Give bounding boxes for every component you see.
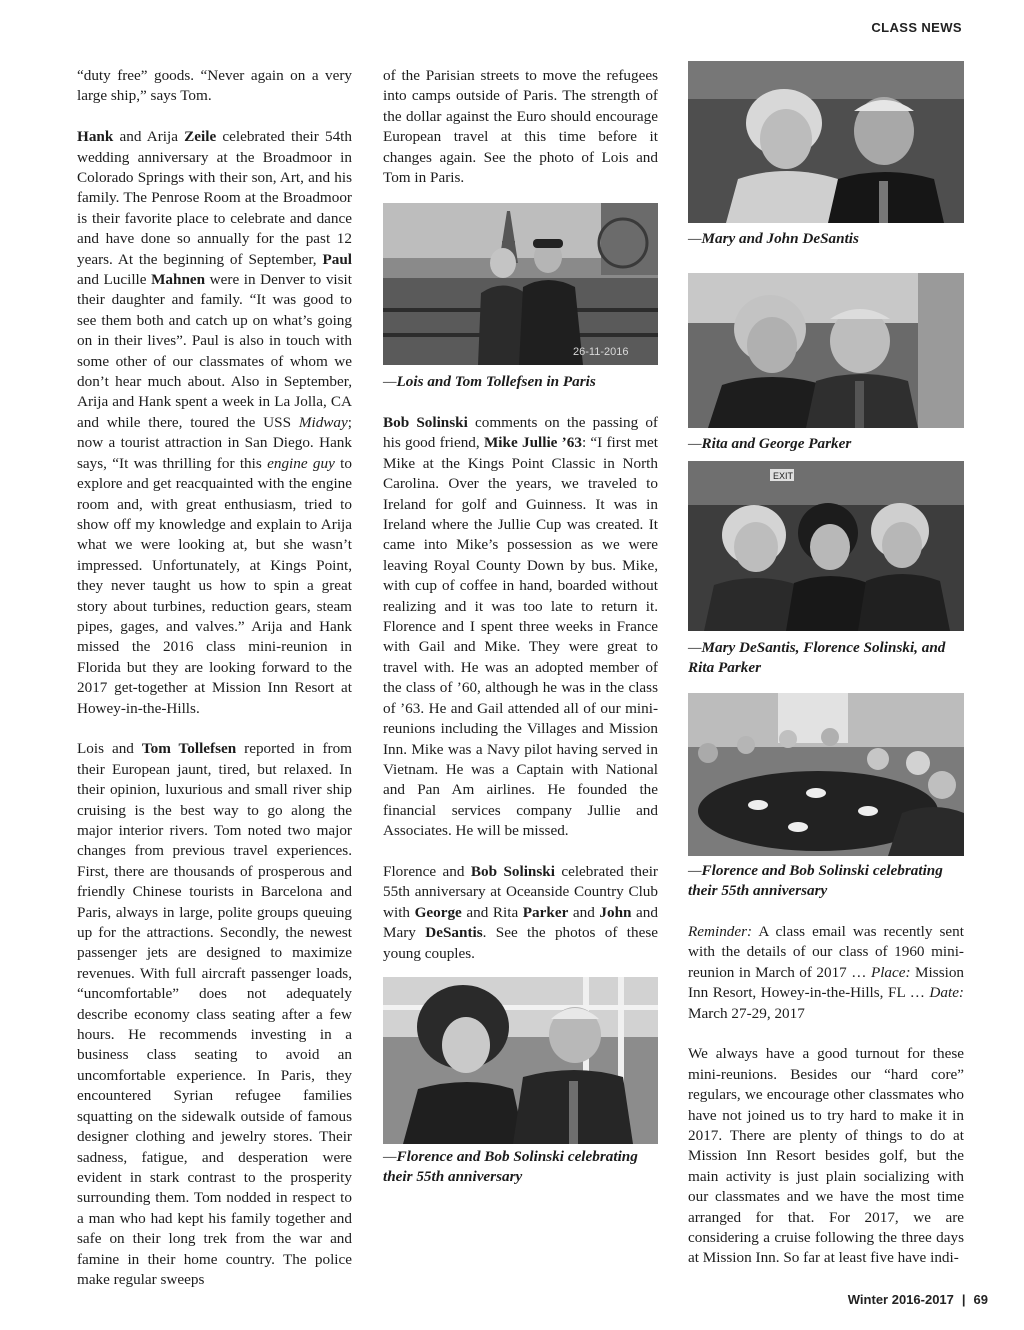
name-paul: Paul [322,250,352,268]
photo-lois-tom-paris [383,203,658,365]
paragraph-parisian-streets: of the Parisian streets to move the refugees into camps outside of Paris. The strength of the dollar against the Euro should encourage European travel at this time before it changes again. See the photo of Lois and Tom in Paris. [383,67,658,187]
name-george: George [414,903,462,921]
name-mahnen: Mahnen [151,271,206,289]
caption-anniversary-dinner: —Florence and Bob Solinski celebrating their 55th anniversary [688,862,943,900]
photo-date-stamp: 26-11-2016 [573,346,629,358]
section-header: CLASS NEWS [871,20,962,35]
photo-rita-george-parker [688,273,964,428]
name-parker: Parker [522,903,569,921]
paragraph-reminder: Reminder: A class email was recently sent with the details of our class of 1960 mini-reunion in March of 2017 … Place: Mission Inn Resort, Howey-in-the-Hills, FL … Date: March 27-29, 2017 [688,923,965,1022]
name-zeile: Zeile [184,128,217,146]
photo-florence-bob-2 [383,977,658,1144]
page-footer: Winter 2016-2017 | 69 [847,1292,988,1307]
name-desantis: DeSantis [425,924,483,942]
caption-florence-bob-2: —Florence and Bob Solinski celebrating their 55th anniversary [383,1148,638,1186]
name-bob-solinski: Bob Solinski [383,414,468,431]
paragraph-tollefsen: Lois and Tom Tollefsen reported in from their European jaunt, tired, but relaxed. In their opinion, luxurious and small river ship cruising is the best way to go along the major interior rivers. Tom noted two major changes from previous travel experiences. First, there are thousands of prosperous and friendly Chinese tourists in Barcelona and Paris, always in large, polite groups queuing up for the attractions. Secondly, the newest passenger jets are designed to maximize revenues. With full aircraft passenger loads, “uncomfortable” does not adequately describe economy class seating after a few hours. He recommends investing in a business class seating to avoid an uncomfortable experience. In Paris, they encountered Syrian refugee families squatting on the sidewalk outside of famous designer clothing and jewelry stores. Their sadness, fatigue, and desperation were evident in stark contrast to the prosperity surrounding them. Tom nodded in respect to a man who had kept his family together and safe on their long trek from the war and famine in their home country. The police make regular sweeps [77,740,352,1288]
paragraph-duty-free: “duty free” goods. “Never again on a very large ship,” says Tom. [77,67,352,105]
caption-rita-george: —Rita and George Parker [688,435,852,452]
name-bob-solinski-2: Bob Solinski [470,862,555,880]
name-hank: Hank [77,128,114,146]
name-tom-tollefsen: Tom Tollefsen [141,740,237,758]
name-mike-jullie: Mike Jullie ’63 [483,434,582,452]
page-number: 69 [973,1292,988,1307]
photo-mary-john-desantis [688,61,964,223]
photo-anniversary-dinner [688,693,964,856]
article-column-2-lower [383,413,658,964]
paragraph-jullie: Bob Solinski comments on the passing of his good friend, Mike Jullie ’63: “I first met Mike at the Kings Point Classic in North Carolina. Over the years, we traveled to Ireland for golf and Guinness. It was in Ireland where the Jullie Cup was created. It came into Mike’s possession as we were leaving Royal County Down by bus. Mike, with cup of coffee in hand, boarded without realizing and it was too late to return it. Florence and I spent three weeks in France with Gail and Mike. They were great to travel with. He was an adopted member of the class of ’60, although he was in the class of ’63. He and Gail attended all of our mini-reunions including the Villages and Mission Inn. Mike was a Navy pilot having served in Vietnam. He was a Captain with National and Pan Am airlines. He founded the financial services company Jullie and Associates. He will be missed. [383,414,658,840]
caption-lois-tom: —Lois and Tom Tollefsen in Paris [383,373,596,390]
article-column-1 [77,66,352,1290]
exit-sign: EXIT [773,471,794,481]
ship-name-midway: Midway [298,413,348,431]
photo-three-women [688,461,964,631]
issue-label: Winter 2016-2017 [847,1292,954,1307]
article-column-2 [383,66,658,188]
paragraph-solinski-anniversary: Florence and Bob Solinski celebrated their 55th anniversary at Oceanside Country Club with George and Rita Parker and John and Mary DeSantis. See the photos of these young couples. [383,862,658,962]
paragraph-zeile: Hank and Arija Zeile celebrated their 54th wedding anniversary at the Broadmoor in Colorado Springs with their son, Art, and his family. The Penrose Room at the Broadmoor is their favorite place to celebrate and dance and have done so annually for the past 12 years. At the beginning of September, Paul and Lucille Mahnen were in Denver to visit their daughter and family. “It was good to see them both and catch up on what’s going on in their lives”. Paul is also in touch with some other of our classmates of whom we don’t hear much about. Also in September, Arija and Hank spent a week in La Jolla, CA and while there, toured the USS Midway; now a tourist attraction in San Diego. Hank says, “It was thrilling for this engine guy to explore and get reacquainted with the engine room and, with great enthusiasm, tried to show off my knowledge and explain to Arija what we were looking at, but she wasn’t impressed. Unfortunately, at Kings Point, they never taught us how to spin a great story about turbines, reduction gears, steam pipes, gages, and valves.” Arija and Hank missed the 2016 class mini-reunion in Florida but they are looking forward to the 2017 get-together at Mission Inn Resort at Howey-in-the-Hills. [77,128,352,717]
paragraph-turnout: We always have a good turnout for these mini-reunions. Besides our “hard core” regulars, we encourage other classmates who have not joined us to try hard to make it in 2017. There are plenty of things to do at Mission Inn Resort besides golf, but the main activity is just plain socializing with our classmates and we have the most time arranged for that. For 2017, we are considering a cruise following the three days at Mission Inn. So far at least five have indi- [688,1045,964,1267]
name-john: John [599,903,632,921]
phrase-engine-guy: engine guy [267,454,335,472]
caption-mary-john: —Mary and John DeSantis [688,230,859,247]
caption-three-women: —Mary DeSantis, Florence Solinski, and Rita Parker [688,639,946,677]
article-column-3-lower [688,922,964,1269]
